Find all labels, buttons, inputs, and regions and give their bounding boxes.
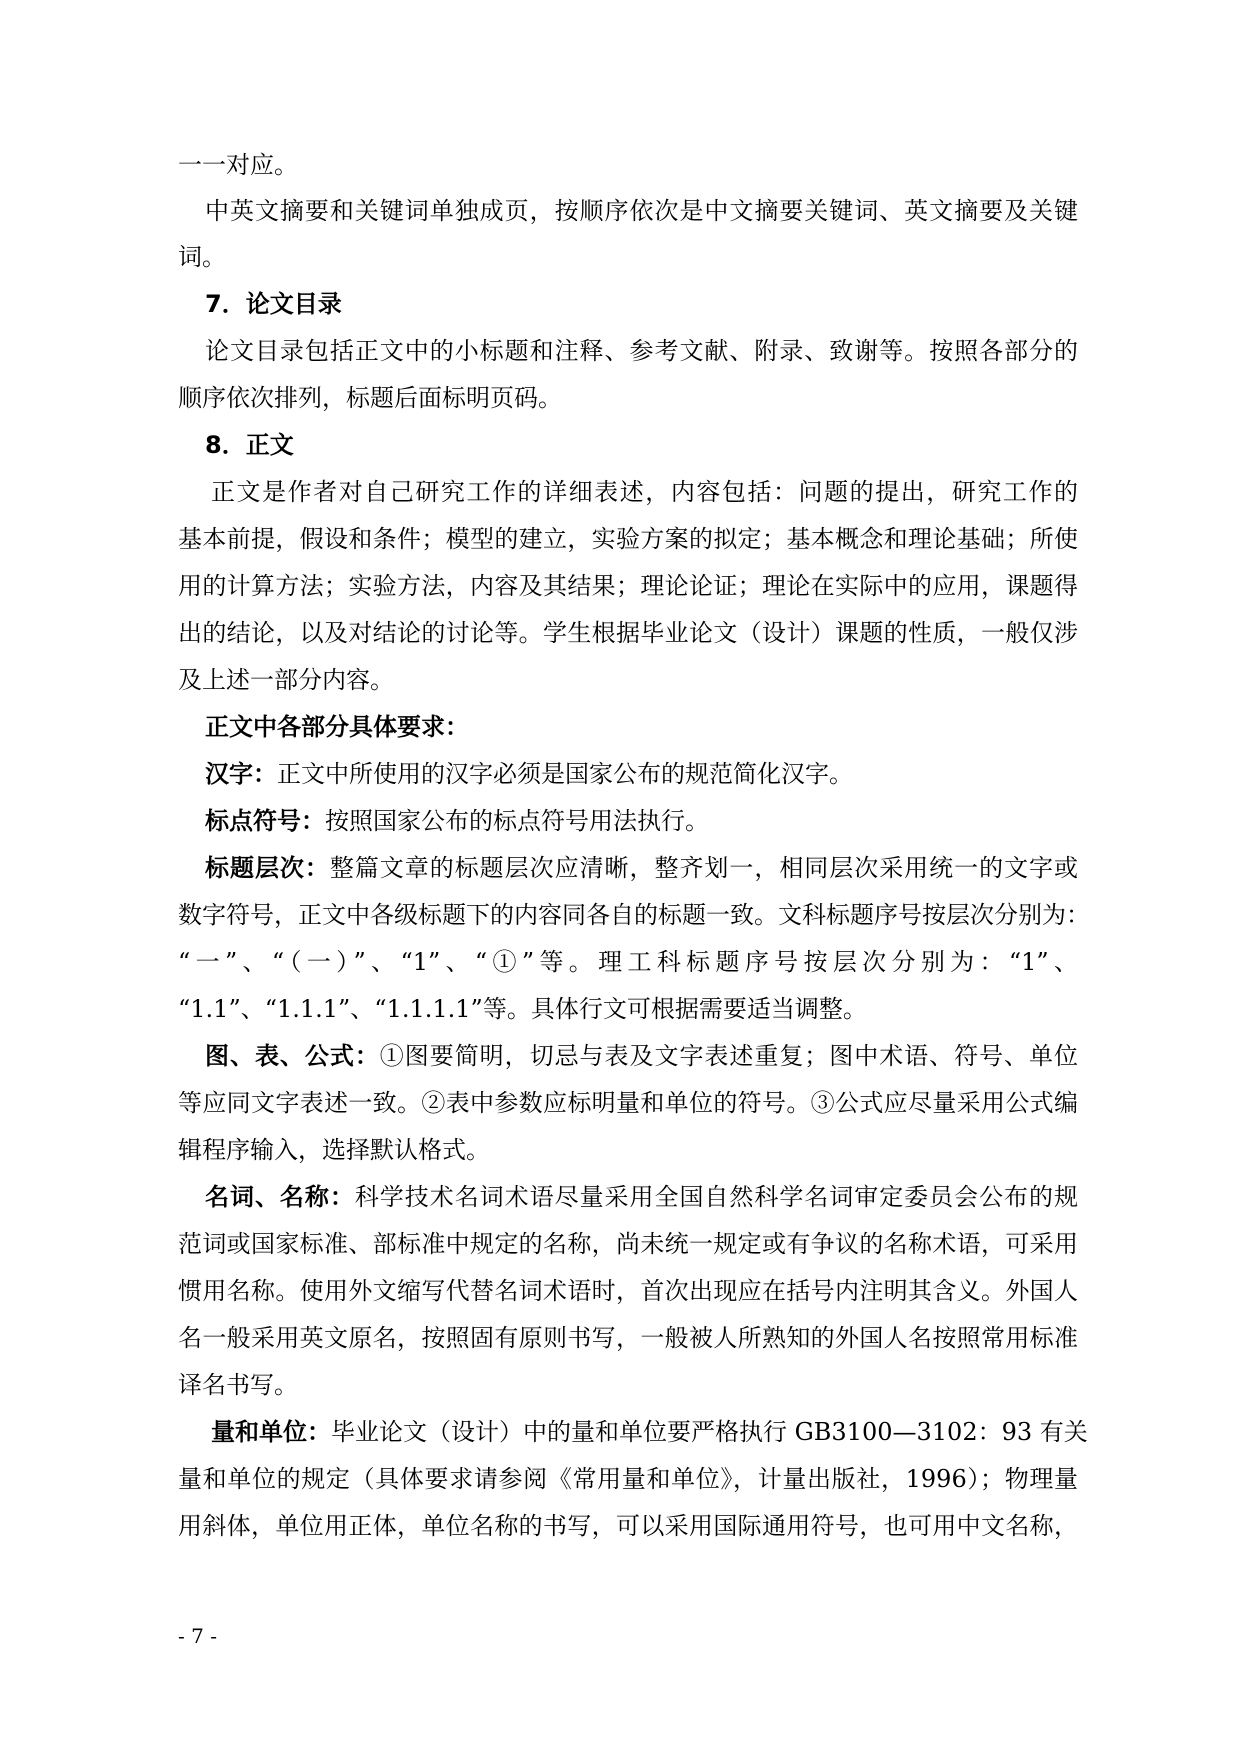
requirement-text: ①图要简明，切忌与表及文字表述重复；图中术语、符号、单位	[379, 1042, 1079, 1070]
paragraph-line: 一一对应。	[178, 151, 298, 179]
requirement-label: 汉字：	[205, 760, 277, 788]
requirement-hanzi	[205, 757, 1105, 791]
paragraph-line: 基本前提，假设和条件；模型的建立，实验方案的拟定；基本概念和理论基础；所使	[178, 525, 1078, 553]
requirement-label: 图、表、公式：	[205, 1042, 380, 1070]
paragraph-line: 出的结论，以及对结论的讨论等。学生根据毕业论文（设计）课题的性质，一般仅涉	[178, 619, 1078, 647]
paragraph-line: 用的计算方法；实验方法，内容及其结果；理论论证；理论在实际中的应用，课题得	[178, 572, 1078, 600]
requirement-text: 整篇文章的标题层次应清晰，整齐划一，相同层次采用统一的文字或	[329, 854, 1079, 882]
requirement-label: 标点符号：	[205, 807, 325, 835]
paragraph-line: 正文是作者对自己研究工作的详细表述，内容包括：问题的提出，研究工作的	[211, 478, 1078, 506]
requirement-terms	[205, 1180, 1078, 1214]
paragraph-line: “1.1”、“1.1.1”、“1.1.1.1”等。具体行文可根据需要适当调整。	[178, 995, 867, 1023]
paragraph-line: 顺序依次排列，标题后面标明页码。	[178, 384, 562, 412]
requirement-figures	[205, 1039, 1078, 1073]
paragraph-line: 等应同文字表述一致。②表中参数应标明量和单位的符号。③公式应尽量采用公式编	[178, 1089, 1078, 1117]
paragraph-line: 数字符号，正文中各级标题下的内容同各自的标题一致。文科标题序号按层次分别为：	[178, 901, 1090, 929]
paragraph-line: “一”、“（一）”、“1”、“①”等。理工科标题序号按层次分别为：“1”、	[178, 948, 1078, 976]
requirement-label: 名词、名称：	[205, 1183, 355, 1211]
requirement-text: 按照国家公布的标点符号用法执行。	[325, 807, 709, 835]
requirement-units	[211, 1415, 1088, 1449]
page-number: - 7 -	[178, 1624, 217, 1648]
paragraph-line: 中英文摘要和关键词单独成页，按顺序依次是中文摘要关键词、英文摘要及关键	[205, 197, 1078, 225]
subsection-heading: 正文中各部分具体要求：	[205, 713, 469, 741]
requirement-text: 正文中所使用的汉字必须是国家公布的规范简化汉字。	[277, 760, 853, 788]
section-heading: 7．论文目录	[205, 290, 342, 318]
paragraph-line: 译名书写。	[178, 1371, 298, 1399]
requirement-punctuation	[205, 804, 1105, 838]
requirement-label: 标题层次：	[205, 854, 330, 882]
paragraph-line: 惯用名称。使用外文缩写代替名词术语时，首次出现应在括号内注明其含义。外国人	[178, 1277, 1078, 1305]
paragraph-line: 及上述一部分内容。	[178, 666, 394, 694]
paragraph-line: 范词或国家标准、部标准中规定的名称，尚未统一规定或有争议的名称术语，可采用	[178, 1230, 1078, 1258]
requirement-text: 科学技术名词术语尽量采用全国自然科学名词审定委员会公布的规	[354, 1183, 1079, 1211]
requirement-label: 量和单位：	[211, 1418, 331, 1446]
paragraph-line: 量和单位的规定（具体要求请参阅《常用量和单位》，计量出版社，1996）；物理量	[178, 1465, 1078, 1493]
paragraph-line: 用斜体，单位用正体，单位名称的书写，可以采用国际通用符号，也可用中文名称，	[178, 1512, 1078, 1540]
requirement-heading-levels	[205, 851, 1078, 885]
paragraph-line: 名一般采用英文原名，按照固有原则书写，一般被人所熟知的外国人名按照常用标准	[178, 1324, 1078, 1352]
paragraph-line: 辑程序输入，选择默认格式。	[178, 1136, 490, 1164]
section-heading: 8．正文	[205, 431, 294, 459]
requirement-text: 毕业论文（设计）中的量和单位要严格执行 GB3100—3102：93 有关	[331, 1418, 1088, 1446]
paragraph-line: 论文目录包括正文中的小标题和注释、参考文献、附录、致谢等。按照各部分的	[205, 337, 1078, 365]
paragraph-line: 词。	[178, 243, 226, 271]
